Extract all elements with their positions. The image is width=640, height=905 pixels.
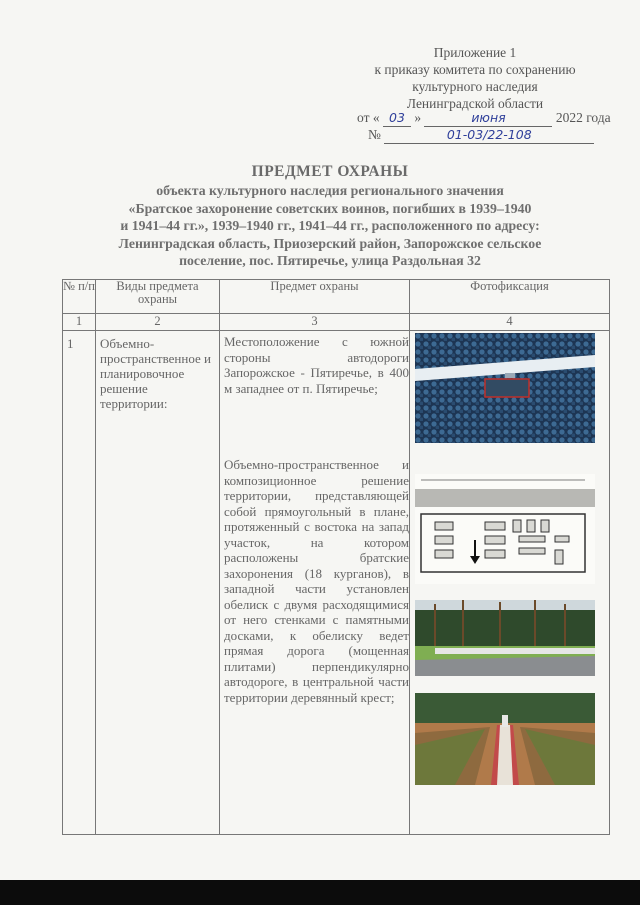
order-date — [357, 110, 611, 127]
header-subject: Предмет охраны — [220, 280, 410, 314]
protection-table — [62, 279, 610, 835]
scan-border — [0, 880, 640, 905]
row-number: 1 — [63, 331, 96, 835]
date-mid: » — [414, 110, 422, 125]
object-line-5: поселение, пос. Пятиречье, улица Раздольная 32 — [179, 253, 481, 268]
site-plan-drawing — [415, 474, 595, 584]
document-heading: ПРЕДМЕТ ОХРАНЫ — [251, 163, 409, 180]
order-number — [368, 127, 594, 144]
date-prefix: от « — [357, 110, 380, 125]
order-number-value: 01-03/22-108 — [446, 127, 532, 142]
column-number-row — [63, 314, 610, 331]
col-number: 3 — [220, 314, 410, 331]
memorial-path-photo — [415, 693, 595, 785]
number-prefix: № — [368, 127, 381, 142]
header-photo: Фотофиксация — [410, 280, 610, 314]
appendix-line-1: Приложение 1 — [433, 45, 517, 60]
table-row — [63, 331, 610, 835]
appendix-line-4: Ленинградской области — [406, 96, 544, 111]
table-header-row — [63, 280, 610, 314]
number-field — [384, 127, 594, 144]
appendix-block — [340, 44, 610, 112]
object-description — [60, 182, 600, 270]
date-month: июня — [471, 110, 506, 125]
date-month-field — [424, 110, 552, 127]
object-line-2: «Братское захоронение советских воинов, погибших в 1939–1940 — [128, 200, 532, 216]
object-line-1: объекта культурного наследия регионального значения — [156, 183, 504, 198]
row-subject-cell — [220, 331, 410, 835]
col-number: 4 — [410, 314, 610, 331]
subject-location: Местоположение с южной стороны автодороги Запорожское - Пятиречье, в 400 м западнее от п. Пятиречье; — [224, 334, 409, 396]
memorial-road-photo — [415, 600, 595, 676]
date-year: 2022 года — [555, 110, 611, 125]
row-photo-cell — [410, 331, 610, 835]
object-line-3: и 1941–44 гг.», 1939–1940 гг., 1941–44 гг., расположенного по адресу: — [120, 218, 540, 233]
row-kind: Объемно-пространственное и планировочное решение территории: — [96, 331, 220, 835]
appendix-line-3: культурного наследия — [412, 79, 538, 94]
aerial-photo — [415, 333, 595, 443]
col-number: 1 — [63, 314, 96, 331]
header-num: № п/п — [63, 280, 96, 314]
header-kind: Виды предмета охраны — [96, 280, 220, 314]
subject-composition: Объемно-пространственное и композиционное решение территории, представляющей собой прямоугольный в плане, протяженный с востока на запад участок, на котором расположены братские захоронения (18 курганов), в западной части установлен обелиск с двумя расходящимися от него стенками с памятными досками, к обелиску ведет прямая дорога (мощенная плитами) перпендикулярно автодороге, в центральной части территории деревянный крест; — [224, 457, 409, 705]
object-line-4: Ленинградская область, Приозерский район, Запорожское сельское — [118, 235, 542, 251]
appendix-line-2: к приказу комитета по сохранению — [374, 62, 576, 77]
date-day: 03 — [389, 110, 405, 125]
date-day-field — [383, 110, 411, 127]
col-number: 2 — [96, 314, 220, 331]
